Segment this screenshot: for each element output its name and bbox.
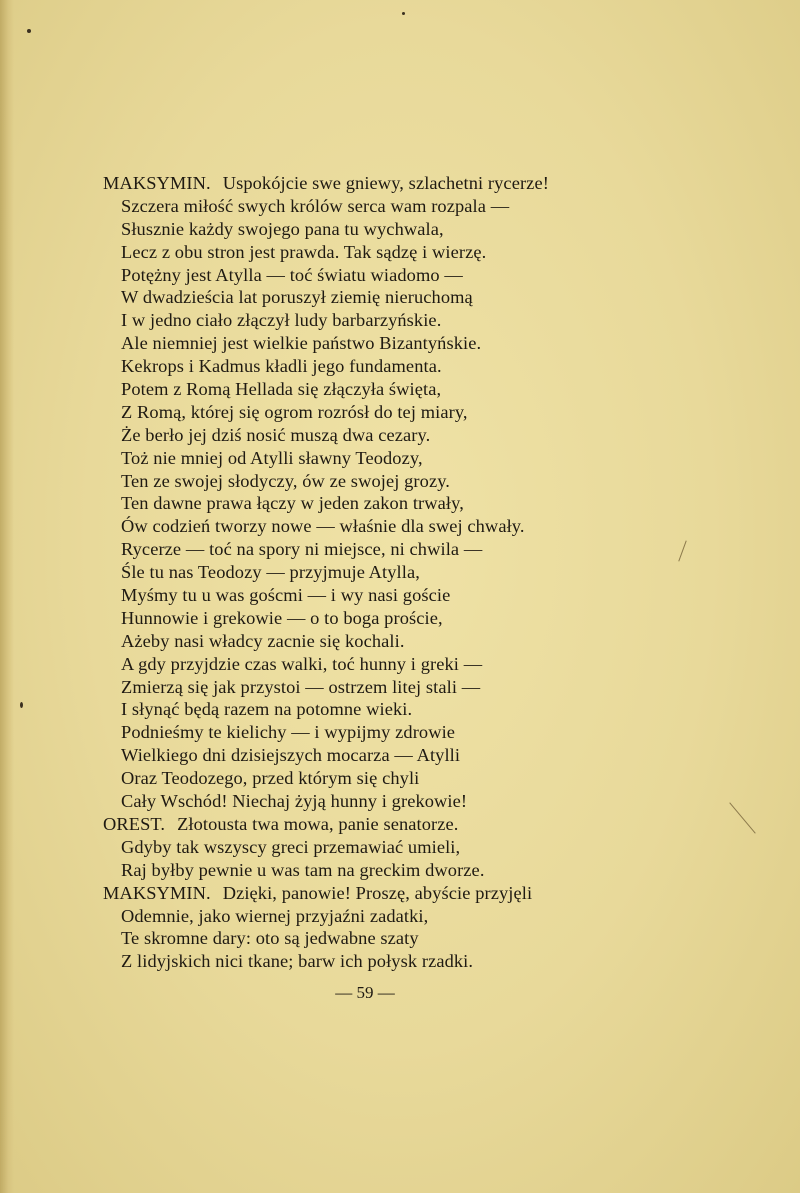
line-text: Z lidyjskich nici tkane; barw ich połysk rzadki.: [121, 951, 474, 972]
ink-speck: [27, 29, 31, 33]
line-text: Oraz Teodozego, przed którym się chyli: [121, 768, 420, 789]
line-text: Ten ze swojej słodyczy, ów ze swojej grozy.: [121, 470, 450, 491]
verse-line: [103, 698, 603, 721]
line-text: Toż nie mniej od Atylli sławny Teodozy,: [121, 447, 423, 468]
dialogue-line-speaker: [103, 882, 603, 905]
line-text: Te skromne dary: oto są jedwabne szaty: [121, 928, 419, 949]
verse-line: [103, 470, 603, 493]
verse-line: [103, 721, 603, 744]
verse-line: [103, 607, 603, 630]
verse-line: [103, 630, 603, 653]
line-text: I w jedno ciało złączył ludy barbarzyńskie.: [121, 310, 442, 331]
speaker-name: MAKSYMIN.: [103, 173, 211, 193]
line-text: Podnieśmy te kielichy — i wypijmy zdrowie: [121, 722, 456, 743]
verse-text: [103, 172, 603, 973]
verse-line: [103, 744, 603, 767]
line-text: Wielkiego dni dzisiejszych mocarza — Atylli: [121, 745, 461, 766]
line-text: Słusznie każdy swojego pana tu wychwala,: [121, 218, 444, 239]
line-text: Z Romą, której się ogrom rozrósł do tej miary,: [121, 401, 468, 422]
line-text: Zmierzą się jak przystoi — ostrzem litej stali —: [121, 676, 481, 697]
verse-line: [103, 561, 603, 584]
line-text: Że berło jej dziś nosić muszą dwa cezary.: [121, 424, 431, 445]
verse-line: [103, 195, 603, 218]
ink-speck: [402, 12, 405, 15]
verse-line: [103, 218, 603, 241]
line-text: Gdyby tak wszyscy greci przemawiać umieli,: [121, 836, 461, 857]
line-text: Ów codzień tworzy nowe — właśnie dla swej chwały.: [121, 516, 525, 537]
page-number: — 59 —: [335, 983, 395, 1002]
line-text: Lecz z obu stron jest prawda. Tak sądzę i wierzę.: [121, 241, 487, 262]
verse-line: [103, 836, 603, 859]
verse-line: [103, 447, 603, 470]
verse-line: [103, 676, 603, 699]
line-text: Cały Wschód! Niechaj żyją hunny i grekowie!: [121, 791, 468, 812]
line-text: Odemnie, jako wiernej przyjaźni zadatki,: [121, 905, 429, 926]
line-text: Raj byłby pewnie u was tam na greckim dworze.: [121, 859, 485, 880]
paper-crease: [678, 540, 686, 561]
line-text: Dzięki, panowie! Proszę, abyście przyjęli: [222, 882, 533, 903]
verse-line: [103, 584, 603, 607]
line-text: Hunnowie i grekowie — o to boga proście,: [121, 607, 443, 628]
verse-line: [103, 309, 603, 332]
verse-line: [103, 927, 603, 950]
verse-line: [103, 767, 603, 790]
paper-crease: [729, 802, 755, 833]
line-text: Myśmy tu u was goścmi — i wy nasi goście: [121, 585, 451, 606]
line-text: Potężny jest Atylla — toć światu wiadomo —: [121, 264, 463, 285]
line-text: W dwadzieścia lat poruszył ziemię nieruchomą: [121, 287, 473, 308]
verse-line: [103, 492, 603, 515]
verse-line: [103, 950, 603, 973]
line-text: Złotousta twa mowa, panie senatorze.: [177, 813, 459, 834]
line-text: I słynąć będą razem na potomne wieki.: [121, 699, 413, 720]
verse-line: [103, 332, 603, 355]
line-text: A gdy przyjdzie czas walki, toć hunny i greki —: [121, 653, 483, 674]
verse-line: [103, 401, 603, 424]
speaker-name: OREST.: [103, 813, 166, 834]
speaker-name: MAKSYMIN.: [103, 882, 211, 903]
line-text: Śle tu nas Teodozy — przyjmuje Atylla,: [121, 562, 420, 583]
line-text: Ażeby nasi władcy zacnie się kochali.: [121, 630, 405, 651]
dialogue-line-speaker: [103, 172, 603, 195]
line-text: Ale niemniej jest wielkie państwo Bizantyńskie.: [121, 333, 482, 354]
verse-line: [103, 515, 603, 538]
dialogue-line-speaker: [103, 813, 603, 836]
line-text: Kekrops i Kadmus kładli jego fundamenta.: [121, 356, 442, 377]
line-text: Potem z Romą Hellada się złączyła święta,: [121, 379, 442, 400]
verse-line: [103, 424, 603, 447]
verse-line: [103, 264, 603, 287]
line-text: Uspokójcie swe gniewy, szlachetni rycerze!: [222, 173, 549, 193]
verse-line: [103, 905, 603, 928]
verse-line: [103, 859, 603, 882]
verse-line: [103, 378, 603, 401]
verse-line: [103, 286, 603, 309]
page-edge-shadow: [0, 0, 14, 1193]
verse-line: [103, 241, 603, 264]
line-text: Ten dawne prawa łączy w jeden zakon trwały,: [121, 493, 464, 514]
line-text: Szczera miłość swych królów serca wam rozpala —: [121, 195, 510, 216]
ink-speck: [20, 702, 23, 708]
verse-line: [103, 653, 603, 676]
verse-line: [103, 538, 603, 561]
verse-line: [103, 355, 603, 378]
line-text: Rycerze — toć na spory ni miejsce, ni chwila —: [121, 539, 483, 560]
verse-line: [103, 790, 603, 813]
